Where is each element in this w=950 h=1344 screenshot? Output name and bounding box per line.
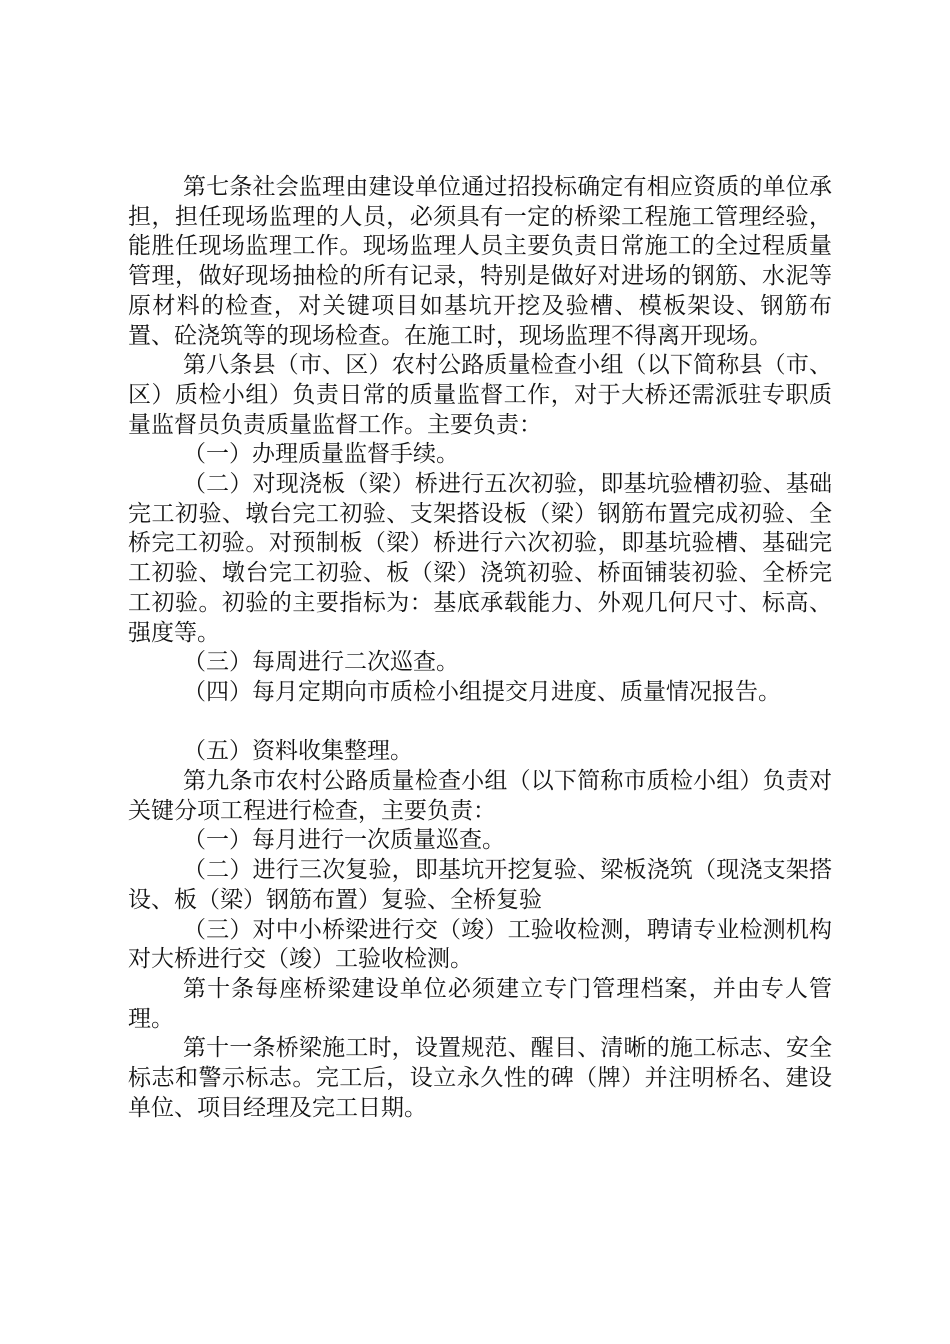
paragraph-article-11: 第十一条桥梁施工时，设置规范、醒目、清晰的施工标志、安全标志和警示标志。完工后，设立永久性的碑（牌）并注明桥名、建设单位、项目经理及完工日期。 — [128, 1035, 832, 1121]
paragraph-article-9: 第九条市农村公路质量检查小组（以下简称市质检小组）负责对关键分项工程进行检查，主要负责： — [128, 768, 832, 824]
paragraph-article-7: 第七条社会监理由建设单位通过招投标确定有相应资质的单位承担，担任现场监理的人员，必须具有一定的桥梁工程施工管理经验，能胜任现场监理工作。现场监理人员主要负责日常施工的全过程质量管理，做好现场抽检的所有记录，特别是做好对进场的钢筋、水泥等原材料的检查，对关键项目如基坑开挖及验槽、模板架设、钢筋布置、砼浇筑等的现场检查。在施工时，现场监理不得离开现场。 — [128, 174, 832, 349]
paragraph-article-10: 第十条每座桥梁建设单位必须建立专门管理档案，并由专人管理。 — [128, 975, 832, 1032]
paragraph-item-5: （五）资料收集整理。 — [183, 738, 413, 765]
paragraph-item-4: （四）每月定期向市质检小组提交月进度、质量情况报告。 — [183, 678, 781, 705]
paragraph-item-3: （三）每周进行二次巡查。 — [183, 649, 459, 676]
paragraph-article-9-item-3: （三）对中小桥梁进行交（竣）工验收检测，聘请专业检测机构对大桥进行交（竣）工验收检测。 — [128, 916, 832, 973]
paragraph-article-9-item-1: （一）每月进行一次质量巡查。 — [183, 827, 505, 854]
paragraph-article-8: 第八条县（市、区）农村公路质量检查小组（以下简称县（市、区）质检小组）负责日常的质量监督工作，对于大桥还需派驻专职质量监督员负责质量监督工作。主要负责： — [128, 352, 832, 438]
document-body — [128, 173, 832, 1123]
blank-line — [128, 708, 832, 738]
paragraph-article-9-item-2: （二）进行三次复验，即基坑开挖复验、梁板浇筑（现浇支架搭设、板（梁）钢筋布置）复验、全桥复验 — [128, 857, 832, 913]
paragraph-item-2: （二）对现浇板（梁）桥进行五次初验，即基坑验槽初验、基础完工初验、墩台完工初验、支架搭设板（梁）钢筋布置完成初验、全桥完工初验。对预制板（梁）桥进行六次初验，即基坑验槽、基础完工初验、墩台完工初验、板（梁）浇筑初验、桥面铺装初验、全桥完工初验。初验的主要指标为：基底承载能力、外观几何尺寸、标高、强度等。 — [128, 471, 832, 646]
paragraph-item-1: （一）办理质量监督手续。 — [183, 441, 459, 468]
